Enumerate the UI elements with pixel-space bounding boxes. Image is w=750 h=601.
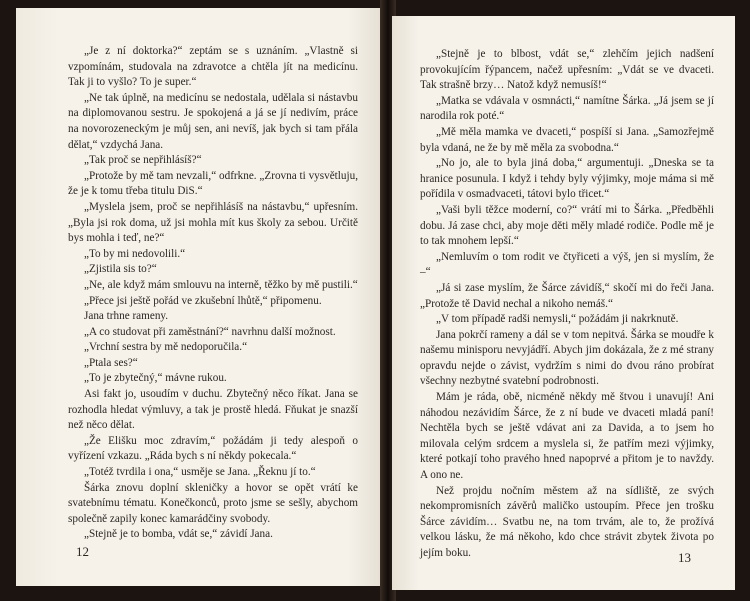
paragraph: „To je zbytečný,“ mávne rukou.	[84, 372, 227, 385]
paragraph: „Ne, ale když mám smlouvu na interně, těžko by mě pustili.“	[84, 278, 358, 291]
right-page	[392, 16, 735, 590]
paragraph: „Vrchní sestra by mě nedoporučila.“	[84, 341, 248, 354]
paragraph: Jana trhne rameny.	[84, 310, 169, 323]
paragraph: „Vaši byli těžce moderní, co?“ vrátí mi to Šárka. „Předběhli dobu. Já zase chci, aby moje děti měly mladé rodiče. Podle mě je to tak mnohem lepší.“	[420, 203, 714, 248]
paragraph: „Totéž tvrdila i ona,“ usměje se Jana. „Řeknu jí to.“	[84, 466, 316, 479]
paragraph: „Tak proč se nepřihlásíš?“	[84, 154, 202, 167]
paragraph: „V tom případě radši nemysli,“ požádám ji nakrknutě.	[436, 313, 679, 326]
page-number: 12	[76, 544, 89, 559]
paragraph: „Nemluvím o tom rodit ve čtyřiceti a výš, jen si myslím, že –“	[420, 250, 714, 279]
paragraph: „Stejně je to bomba, vdát se,“ závidí Jana.	[84, 528, 273, 541]
paragraph: „Ne tak úplně, na medicínu se nedostala, udělala si nástavbu na diplomovanou sestru. Je spokojená a já se jí nedivím, práce na novorozeneckým je můj sen, ani nevíš, jak bych si tam přála dělat,“ vzdychá Jana.	[68, 91, 358, 151]
left-page	[16, 8, 384, 586]
paragraph: „Matka se vdávala v osmnácti,“ namítne Šárka. „Já jsem se jí narodila rok poté.“	[420, 94, 714, 123]
paragraph: „Mě měla mamka ve dvaceti,“ pospíší si Jana. „Samozřejmě byla vdaná, ne že by mě měla za svobodna.“	[420, 125, 714, 154]
paragraph: „Ptala ses?“	[84, 356, 138, 369]
paragraph: „To by mi nedovolili.“	[84, 247, 186, 260]
paragraph: „Zjistila sis to?“	[84, 263, 157, 276]
paragraph: „Přece jsi ještě pořád ve zkušební lhůtě,“ připomenu.	[84, 294, 322, 307]
paragraph: Než projdu nočním městem až na sídliště, ze svých nekompromisních závěrů maličko ustoupím. Přece jen trošku Šárce závidím… Svatbu ne, na tom trvám, ale to, že prožívá velkou lásku, že má někoho, kdo chce strávit zbytek života po jejím boku.	[420, 484, 714, 559]
page-number: 13	[678, 550, 691, 565]
paragraph: Šárka znovu doplní skleničky a hovor se opět vrátí ke svatebnímu tématu. Konečkonců, proto jsme se sešly, abychom společně zapily konec kamarádčiny svobody.	[68, 481, 358, 525]
paragraph: „A co studovat při zaměstnání?“ navrhnu další možnost.	[84, 325, 336, 338]
paragraph: „Že Elišku moc zdravím,“ požádám ji tedy alespoň o vyřízení vzkazu. „Ráda bych s ní někdy pokecala.“	[68, 434, 358, 463]
left-page-text	[68, 44, 358, 543]
paragraph: „Já si zase myslím, že Šárce závidíš,“ skočí mi do řeči Jana. „Protože tě David nechal a nikoho nemáš.“	[420, 281, 714, 310]
paragraph: „No jo, ale to byla jiná doba,“ argumentuji. „Dneska se ta hranice posunula. I když i tehdy byly výjimky, moje máma si mě pořídila v osmadvaceti, tátovi bylo třicet.“	[420, 157, 714, 201]
paragraph: Jana pokrčí rameny a dál se v tom nepitvá. Šárka se moudře k našemu minisporu nevyjádří. Abych jim dokázala, že z mé strany opravdu nejde o závist, vydržím s nimi do dvou ráno probírat všechny nezbytné svatební podrobnosti.	[420, 328, 714, 388]
paragraph: „Stejně je to blbost, vdát se,“ zlehčím jejich nadšení provokujícím řýpancem, načež upřesním: „Vdát se ve dvaceti. Tak strašně brzy… Natož když nemusíš!“	[420, 48, 714, 92]
paragraph: „Protože by mě tam nevzali,“ odfrkne. „Zrovna ti vysvětluju, že je k tomu třeba titulu DiS.“	[68, 169, 358, 198]
right-page-text	[420, 47, 714, 562]
paragraph: „Je z ní doktorka?“ zeptám se s uznáním. „Vlastně si vzpomínám, studovala na zdravotce a chtěla jít na medicínu. Tak ji to vyšlo? To je super.“	[68, 45, 358, 89]
paragraph: Asi fakt jo, usoudím v duchu. Zbytečný něco říkat. Jana se rozhodla hledat výmluvy, a tak je prostě hledá. Fňukat je snazší než něco dělat.	[68, 388, 358, 432]
paragraph: Mám je ráda, obě, nicméně někdy mě štvou i unavují! Ani náhodou nezávidím Šárce, že z ní bude ve dvaceti mladá paní! Nechtěla bych se ještě vdávat ani za Davida, a to jsem ho milovala celým srdcem a myslela si, že patřím mezi výjimky, které potkají toho pravého hned napoprvé a přitom je to navždy. A ono ne.	[420, 391, 714, 482]
paragraph: „Myslela jsem, proč se nepřihlásíš na nástavbu,“ upřesním. „Byla jsi rok doma, už jsi mohla mít kus školy za sebou. Určitě bys mohla i teď, ne?“	[68, 200, 358, 245]
